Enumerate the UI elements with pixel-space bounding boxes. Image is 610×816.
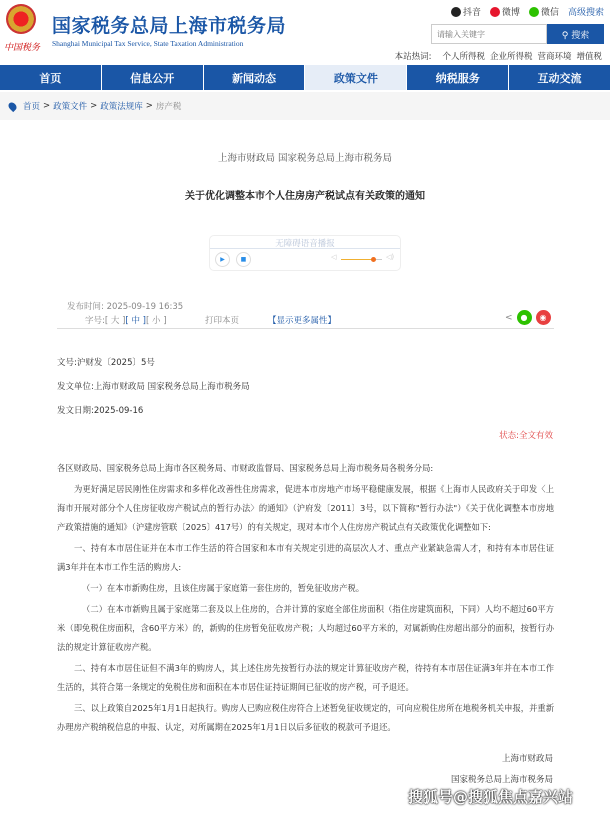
show-more-attributes-link[interactable]: 【显示更多属性】 <box>268 316 337 326</box>
publish-time <box>67 300 183 312</box>
watermark: 搜狐号@搜狐焦点嘉兴站 <box>408 788 574 806</box>
social-douyin[interactable] <box>451 5 481 18</box>
site-subtitle: Shanghai Municipal Tax Service, State Taxation Administration <box>52 39 244 48</box>
nav-interaction[interactable]: 互动交流 <box>537 71 582 85</box>
play-button[interactable] <box>215 252 230 267</box>
article-title: 关于优化调整本市个人住房房产税试点有关政策的通知 <box>185 191 425 202</box>
social-label: 微博 <box>501 8 520 18</box>
share-bar <box>505 310 551 325</box>
nav-policy-documents[interactable]: 政策文件 <box>305 65 407 90</box>
main-nav <box>0 65 610 90</box>
breadcrumb-current: 房产税 <box>155 102 182 112</box>
publish-label: 发布时间: <box>67 302 104 312</box>
audio-player <box>209 235 401 271</box>
player-label: 无障碍语音播报 <box>210 237 400 249</box>
share-icon[interactable]: < <box>505 312 513 323</box>
document-number: 文号:沪财发〔2025〕5号 <box>57 358 155 368</box>
nav-home[interactable]: 首页 <box>0 65 102 90</box>
volume-low-icon: ◁ <box>331 253 337 261</box>
play-icon: ▶ <box>220 256 225 263</box>
search-icon: ⚲ <box>561 30 572 41</box>
stop-icon: ■ <box>240 256 247 263</box>
wechat-icon <box>529 7 539 17</box>
font-medium-button[interactable]: [ 中 ] <box>125 316 146 326</box>
article-body <box>57 459 554 739</box>
hot-word[interactable]: 个人所得税 <box>442 52 485 62</box>
breadcrumb-library[interactable]: 政策法规库 <box>100 102 143 112</box>
signature-finance-bureau: 上海市财政局 <box>501 754 553 764</box>
site-title[interactable]: 国家税务总局上海市税务局 <box>52 15 287 37</box>
search-button[interactable] <box>547 24 604 44</box>
douyin-icon <box>451 7 461 17</box>
site-header <box>0 0 610 64</box>
font-size-label: 字号: <box>85 316 105 326</box>
volume-high-icon: ◁) <box>386 253 395 261</box>
paragraph: 一、持有本市居住证并在本市工作生活的符合国家和本市有关规定引进的高层次人才、重点产业紧缺急需人才，和持有本市居住证满3年并在本市工作生活的购房人: <box>57 543 554 572</box>
location-pin-icon <box>7 100 18 111</box>
issue-date: 发文日期:2025-09-16 <box>57 406 144 416</box>
search-bar <box>431 24 604 44</box>
paragraph: 为更好满足居民刚性住房需求和多样化改善性住房需求，促进本市房地产市场平稳健康发展，根据《上海市人民政府关于印发〈上海市开展对部分个人住房征收房产税试点的暂行办法〉的通知》（沪府发〔2011〕3号，以下简称"暂行办法"）《关于优化调整本市房地产政策措施的通知》（沪建房管联〔2025〕417号）的有关规定，现对本市个人住房房产税试点有关政策优化调整如下: <box>57 484 554 532</box>
hot-word[interactable]: 营商环境 <box>537 52 572 62</box>
status-badge: 状态:全文有效 <box>499 431 553 441</box>
social-links <box>451 5 604 18</box>
issuing-unit: 发文单位:上海市财政局 国家税务总局上海市税务局 <box>57 382 250 392</box>
weibo-icon <box>490 7 500 17</box>
advanced-search-link[interactable]: 高级搜索 <box>567 8 604 18</box>
divider <box>57 328 554 329</box>
hot-word[interactable]: 企业所得税 <box>489 52 533 62</box>
publish-value: 2025-09-19 16:35 <box>106 302 184 312</box>
nav-news[interactable]: 新闻动态 <box>204 65 306 90</box>
breadcrumb-separator: > <box>90 101 98 111</box>
china-tax-logo-text: 中国税务 <box>4 43 41 53</box>
breadcrumb-separator: > <box>145 101 153 111</box>
breadcrumb-separator: > <box>43 101 51 111</box>
national-emblem-logo <box>6 4 36 34</box>
paragraph: 三、以上政策自2025年1月1日起执行。购房人已购应税住房符合上述暂免征收规定的，可向应税住房所在地税务机关申报，并重新办理房产税纳税信息的申报、认定，对所属期在2025年1月1日以后多征收的税款可予退还。 <box>57 703 554 732</box>
paragraph: 二、持有本市居住证但不满3年的购房人，其上述住房先按暂行办法的规定计算征收房产税，待持有本市居住证满3年并在本市工作生活的，其符合第一条规定的免税住房和面积在本市居住证持证期间已征收的房产税，可予退还。 <box>57 663 554 692</box>
breadcrumb-home[interactable]: 首页 <box>23 102 41 112</box>
signature-tax-bureau: 国家税务总局上海市税务局 <box>450 775 553 785</box>
paragraph: （一）在本市新购住房，且该住房属于家庭第一套住房的，暂免征收房产税。 <box>82 583 365 593</box>
hot-words <box>395 50 602 62</box>
search-input[interactable] <box>431 24 547 44</box>
weibo-share-icon[interactable]: ◉ <box>536 310 551 325</box>
social-label: 微信 <box>540 8 559 18</box>
hot-words-label: 本站热词: <box>394 52 432 62</box>
paragraph: 各区财政局、国家税务总局上海市各区税务局、市财政监督局、国家税务总局上海市税务局各税务分局: <box>57 463 434 473</box>
social-wechat[interactable] <box>529 5 559 18</box>
hot-word[interactable]: 增值税 <box>576 52 602 62</box>
social-weibo[interactable] <box>490 5 520 18</box>
paragraph: （二）在本市新购且属于家庭第二套及以上住房的，合并计算的家庭全部住房面积（指住房建筑面积，下同）人均不超过60平方米（即免税住房面积，含60平方米）的，新购的住房暂免征收房产税；人均超过60平方米的，对属新购住房超出部分的面积，按暂行办法的规定计算征收房产税。 <box>57 604 554 652</box>
stop-button[interactable] <box>236 252 251 267</box>
nav-tax-services[interactable]: 纳税服务 <box>407 65 509 90</box>
font-small-button[interactable]: [ 小 ] <box>145 316 167 326</box>
article-issuer: 上海市财政局 国家税务总局上海市税务局 <box>217 153 393 164</box>
nav-info-disclosure[interactable]: 信息公开 <box>102 65 204 90</box>
volume-slider-handle[interactable] <box>371 257 376 262</box>
wechat-share-icon[interactable]: ● <box>517 310 532 325</box>
print-link[interactable]: 打印本页 <box>205 316 240 326</box>
breadcrumb-policy[interactable]: 政策文件 <box>53 102 88 112</box>
font-size-controls <box>85 314 167 326</box>
search-button-label: 搜索 <box>571 30 590 41</box>
breadcrumb <box>0 92 610 120</box>
font-large-button[interactable]: [ 大 ] <box>104 316 126 326</box>
social-label: 抖音 <box>462 8 481 18</box>
